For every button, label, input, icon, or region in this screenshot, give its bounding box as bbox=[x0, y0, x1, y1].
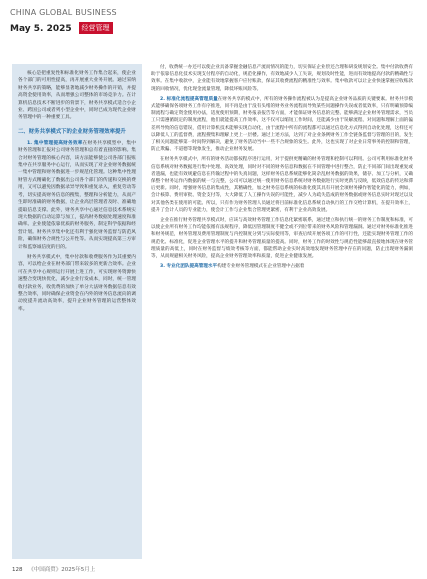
page-footer bbox=[12, 565, 95, 573]
right-column bbox=[151, 64, 413, 559]
sidebar-paragraph-2 bbox=[18, 140, 136, 251]
section-title: 二、财务共享模式下的企业财务管理效率提升 bbox=[18, 128, 126, 135]
sidebar-paragraph-1: 核心是把重复性和标准化财务工作集合起来，使企业各个部门的可用性提高，再开展重大业务开展。通过采纳财务共享的策略，能够显著地减少财务操作的开销，并提高资金使用效率，从而增强公司整体的市场竞争力。在计算机信息技术不断进步的背景下，财务共享模式适合小企业、跨国公司或者列小型企业中，同时已成为现代企业财务管理中的一种重要工具。 bbox=[18, 71, 136, 121]
issue-line bbox=[10, 22, 113, 34]
subheading-3: 3. 专业化团队提高管理水平 bbox=[160, 264, 218, 270]
main-paragraph-2-body: 在财务共享的模式中，所有的财务操作流程被认为是提高企业财务品质的关键要素。财务共享模式能够确保各项财务工作有序推进，同不再是由于没有头绪的财务业务流程而导致某些问题操作失误或者低效率，只有明确预算编制流程与确定资金使用办法，适度使用预期，财务报表报告等方面，才能保证财务信息的完整、能够满足企业财务管理需求，当员工只需遵循既定的制度流程，他们就能提高工作效率，这不仅可以缩短工作时间，还能减少由于误解流程、对问题和理解上面的偏差所导致的信息错误，借用计算机技术能够实现自动化，由于流程中所有的流程都可以通过信息化方式得到自动化处理，这样还可以降低人工的监督费，流程搜集和理解上更上一层楼。通过上述方法，达到了对企业条例财务工作全链条监督与管理的目的，发生了相关问题能够第一时间得到解决，避免了财务活动当中一些不合规象的发生。此外，这也实现了对企业日常事务的控制和管理，防止欺骗、不道德等现象发生，推动企业财务发展。 bbox=[151, 96, 413, 153]
main-paragraph-1: 付，收费统一办还可以使企业具备掌握金融信息产流而情况的能力，切实保证企业偿还合理和研发规划安全。集中付款收费有助于依靠信息化技术实现支付程序的自动化，规范化操作，有效地减少人工失误，规划及时性能，进而有效地提高付款的精确性与效率。在集中收款中，企业能有效地掌握客户应付账款，保证其收费流程的精准性与效率。集中收款可以让企业快速掌握应收账款现的回收情况，优化现金流量管理，降低坏账风险等。 bbox=[151, 65, 413, 92]
journal-info: 《中国商贸》2025年5月上 bbox=[28, 567, 96, 573]
main-paragraph-5-body: 构建专业财务管理模式在企业管理中占据着 bbox=[217, 264, 305, 270]
left-column bbox=[12, 64, 142, 559]
main-paragraph-4: 企业在推行财务管理共享模式时，应该与高效财务管理工作信息化紧密联系，通过建立和执行统一的财务工作制度和标准，可以使企业所有财务工作均能依循有法规程序，降低因管理制度不健全或不到位带来的财务风险和管理漏洞。通过对财务标准化推进和财务规范，财务管理及费用管理制度与内控制度分到与实际使用等，审查后续开展各项工作的可行性，还能实现财务管理工作的规范化、标准化，促进企业管理水平的提升和财务管理质量的提高。同时，财务工作的时效性与规范性能够最直接地体现在财务管理质量的高低上，同时在财务监督与绩效考核等方面，都能帮助企业实时高效地发现财务管理中存在的问题，防止出现财务漏洞等，从而规避相关财务风险，提高企业财务管理效率和质量，促进企业健康发展。 bbox=[151, 218, 413, 260]
issue-date: May 5. 2025 bbox=[10, 24, 72, 34]
main-paragraph-3: 在财务共享模式中，所有的财务活动都按程序进行运用，对于提供更精确的财务管理和控制可以利用。公司可利用标准化财务信息系统对财务数据进行集中处理、高效处理，同时对不同的财务信息和数据在不同管理中进行整合，防止不同部门间出现重复或者遗漏，也能有效规避信息在传输过程中的失真问题，这样财务信息系统能够化简杂乱财务数据的效果，储存、加工与分析，又确保整个财务运作内数据的统一与完整，公司可以通过统一使用财务信息系统对财务数据进行实时更新与反映，低效信息的传达和滞后更新。同时，增强财务信息的集成性，其精确性，加之财务信息系统的标准化使其具有开展全项财务操作智能化的能力，例如，会计核算、费用审批、资金支付等，大大降低了人工操作失误的可能性，减少人为疏失造成的财务数据或财务信息实时对现过以及对其他各类在使用的可能。所以，只有作为财务管理人员通过将目前标准化信息系统自动执行的工作交给计算机，在提升效率上，提升了会计人员的专业能力，使会计工作与企业集合管理更紧密，有利于企业高效发展。 bbox=[151, 157, 413, 213]
journal-title-en: CHINA GLOBAL BUSINESS bbox=[10, 8, 117, 17]
subheading-2: 2. 标准化流程提高管理质量 bbox=[160, 96, 218, 102]
sidebar-paragraph-3: 财务共享模式中，集中付款和收费服务作为其重要内容，可以给企业在财务部门带来较多的更新合效率。企业可在共享中心规则运行开展上进工作，可实现财务资源快速整合变现快优化，减少企业行发成本，同时，统一管理收付款业务，收优费的加快了单分大法财务数据信息有效整合效率，同时确保企业资金在内外的财务信息流向的调动度提升流动高效率，提升企业财务管理的运营整体效率。 bbox=[18, 254, 136, 312]
main-paragraph-5 bbox=[151, 263, 413, 270]
sidebar-paragraph-2-body: 在财务共享模型中，集中财务管理和汇报对公司财务管理和总有着直接的影响。集合对财务管理的核心内容，该方法能够使公司各部门报账集中在共享服务中心运行，从而实现了对企业财务数据统一集中管理和财务数据进一步规范化管理。这种集中性理财管方式精确化了数据出公司各个部门的传递和交换的费用，又可以避免因数据录异导致和重复录入，重复劳动等考，切实提高财务信息的搜集，整理和分析能力，从而产生即时准确的财务数据，让企业高层管理者及时、准确地提取信息支撑。此外，财务共享中心通过信息技术系统实现大数据的自动运算与加工，提高财务数据处理速度和准确率。企业使能依靠优质的财务服务，制定科学依据和经营计划。财务共享集中化还有利于强化财务监督与防范风险，确保财务合规性与公开性等。从而实现提高第三方审计和监察诚信度的目的。 bbox=[18, 140, 136, 250]
main-paragraph-2 bbox=[151, 96, 413, 154]
masthead bbox=[0, 0, 427, 62]
section-tag: 经营管理 bbox=[79, 22, 113, 34]
page-number: 128 bbox=[12, 567, 23, 573]
subheading-1: 1. 集中管理提高财务效率 bbox=[27, 140, 83, 146]
